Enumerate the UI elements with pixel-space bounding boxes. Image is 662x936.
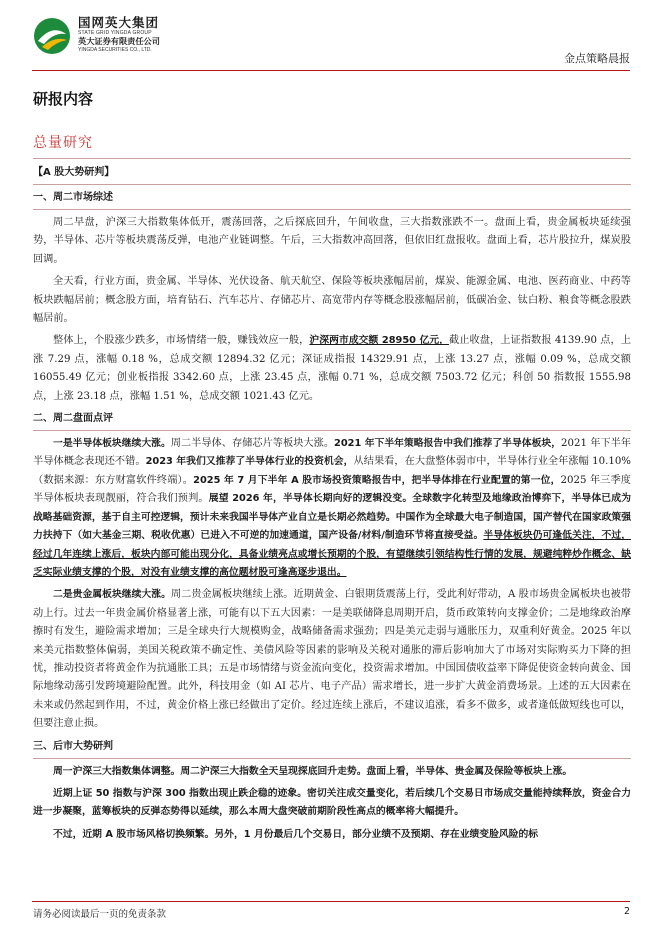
paragraph-semiconductor <box>33 431 631 582</box>
paragraph-precious-metals <box>33 582 631 733</box>
paragraph-outlook-1 <box>33 759 631 781</box>
footer-divider <box>32 901 630 902</box>
outlook-text-2: 近期上证 50 指数与沪深 300 指数出现止跌企稳的迹象。密切关注成交量变化，若后续几个交易日市场成交量能持续释放，资金合力进一步凝聚，蓝筹板块的反弹态势得以延续，那么本周大盘突破前期阶段性高点的概率将大幅提升。 <box>33 787 631 818</box>
page-number: 2 <box>623 906 630 917</box>
outlook-text-1: 周一沪深三大指数集体调整。周二沪深三大指数全天呈现探底回升走势。盘面上看，半导体、贵金属及保险等板块上涨。 <box>53 765 573 777</box>
semiconductor-advice: 半导体板块仍可逢低关注，不过，经过几年连续上涨后，板块内部可能出现分化，具备业绩亮点或增长预期的个股，有望继续引领结构性行情的发展，规避纯粹炒作概念、缺乏实际业绩支撑的个股，对没有业绩支撑的高位题材股可逢高逐步退出。 <box>33 530 632 578</box>
paragraph-outlook-2 <box>33 781 631 822</box>
semiconductor-bold-2: 2023 年我们又推荐了半导体行业的投资机会， <box>145 456 354 468</box>
index-summary-intro: 整体上，个股涨少跌多，市场情绪一般，赚钱效应一般， <box>53 335 310 347</box>
report-name: 金点策略晨报 <box>564 52 630 65</box>
semiconductor-bold-4: 展望 2026 年，半导体长期向好的逻辑没变。全球数字化转型及地缘政治博弈下，半导体已成为战略基础资源，基于自主可控逻辑，预计未来我国半导体产业自立是长期必然趋势。中国作为全球最大电子制造国，国产替代在国家政策强力扶持下（如大基金三期、税收优惠）已进入不可逆的加速通道，国产设备/材料/制造环节将直接受益。 <box>33 493 631 542</box>
semiconductor-bold-3: 2025 年 7 月下半年 A 股市场投资策略报告中，把半导体排在行业配置的第一位， <box>193 474 561 486</box>
company-logo-text <box>78 16 238 53</box>
paragraph-sector-performance: 全天看，行业方面，贵金属、半导体、光伏设备、航天航空、保险等板块涨幅居前，煤炭、能源金属、电池、医药商业、中药等板块跌幅居前；概念股方面，培育钻石、汽车芯片、存储芯片、高宽带内存等概念股涨幅居前，低碳冶金、钛白粉、粮食等概念股跌幅居前。 <box>33 276 631 325</box>
semiconductor-bold-1: 2021 年下半年策略报告中我们推荐了半导体板块， <box>334 438 562 450</box>
paragraph-index-summary <box>33 328 631 406</box>
semiconductor-text-1: 周二半导体、存储芯片等板块大涨。 <box>170 438 335 450</box>
outlook-bold-3: 不过， <box>53 828 83 840</box>
turnover-highlight: 沪深两市成交额 28950 亿元， <box>309 335 450 347</box>
footer-disclaimer: 请务必阅读最后一页的免责条款 <box>33 909 167 920</box>
semiconductor-text-2: 2021 年下半年半导体概念表现还不错。 <box>33 438 631 468</box>
section-title: 研报内容 <box>33 90 94 108</box>
report-body <box>33 162 631 844</box>
paragraph-morning-session: 周二早盘，沪深三大指数集体低开，震荡回落，之后探底回升，午间收盘，三大指数涨跌不一。盘面上看，贵金属板块延续强势，半导体、芯片等板块震荡反弹，电池产业链调整。午后，三大指数冲高回落，但依旧红盘报收。盘面上看，芯片股拉升，煤炭股回调。 <box>33 217 631 265</box>
semiconductor-text-4: 2025 年三季度半导体板块表现靓丽，符合我们预判。 <box>33 474 631 505</box>
precious-metals-lead: 二是贵金属板块继续大涨。 <box>53 589 171 601</box>
semiconductor-text-3: 从结果看，在大盘整体弱市中，半导体行业全年涨幅 10.10%（数据来源：东方财富软件终端）。 <box>33 456 631 486</box>
logo-group-name-en: STATE GRID YINGDA GROUP <box>78 30 152 36</box>
heading-outlook: 三、后市大势研判 <box>33 736 631 759</box>
header-divider <box>32 70 630 71</box>
semiconductor-lead: 一是半导体板块继续大涨。 <box>53 438 171 450</box>
sub-title: 总量研究 <box>33 135 93 151</box>
topic-tag: 【A 股大势研判】 <box>33 162 631 185</box>
logo-company-name-en: YINGDA SECURITIES CO., LTD. <box>78 47 152 53</box>
company-logo-icon <box>32 16 72 56</box>
heading-market-comment: 二、周二盘面点评 <box>33 408 631 431</box>
paragraph-outlook-3 <box>33 822 631 844</box>
logo-company-name: 英大证券有限责任公司 <box>78 36 160 46</box>
sub-title-divider <box>33 158 631 159</box>
precious-metals-text: 周二贵金属板块继续上涨。近期黄金、白银期货震荡上行，受此利好带动，A 股市场贵金属板块也被带动上行。过去一年贵金属价格显著上涨，可能有以下五大因素：一是美联储降息周期开启，货币政策转向支撑金价；二是地缘政治摩擦时有发生，避险需求增加；三是全球央行大规模购金，战略储备需求强劲；四是美元走弱与通胀压力，双重利好黄金。2025 年以来美元指数整体偏弱，美国关税政策不确定性、美债风险等因素的影响及关税对通胀的滞后影响加大了市场对实际购买力下降的担忧，推动投资者将黄金作为抗通胀工具；五是市场情绪与资金流向变化，投资需求增加。中国国债收益率下降促使资金转向黄金、国际地缘动荡引发跨境避险配置。此外，科技用金（如 AI 芯片、电子产品）需求增长，进一步扩大黄金消费场景。上述的五大因素在未来或仍然起到作用，不过，黄金价格上涨已经做出了定价。经过连续上涨后，不建议追涨，看多不做多，或者逢低做短线也可以，但要注意止损。 <box>33 589 631 730</box>
page-header <box>32 12 630 70</box>
index-summary-figures: 截止收盘，上证指数报 4139.90 点，上涨 7.29 点，涨幅 0.18 %，总成交额 12894.32 亿元；深证成指报 14329.91 点，上涨 13.27 点，涨幅 0.09 %，总成交额 16055.49 亿元；创业板指报 3342.60 点，上涨 23.45 点，涨幅 0.71 %，总成交额 7503.72 亿元；科创 50 指数报 1555.98 点，上涨 23.18 点，涨幅 1.51 %，总成交额 1021.43 亿元。 <box>33 335 632 402</box>
heading-market-review: 一、周二市场综述 <box>33 187 631 210</box>
logo-group-name: 国网英大集团 <box>78 15 160 30</box>
outlook-text-3: 近期 A 股市场风格切换频繁。另外，1 月份最后几个交易日，部分业绩不及预期、存在业绩变脸风险的标 <box>82 828 539 840</box>
